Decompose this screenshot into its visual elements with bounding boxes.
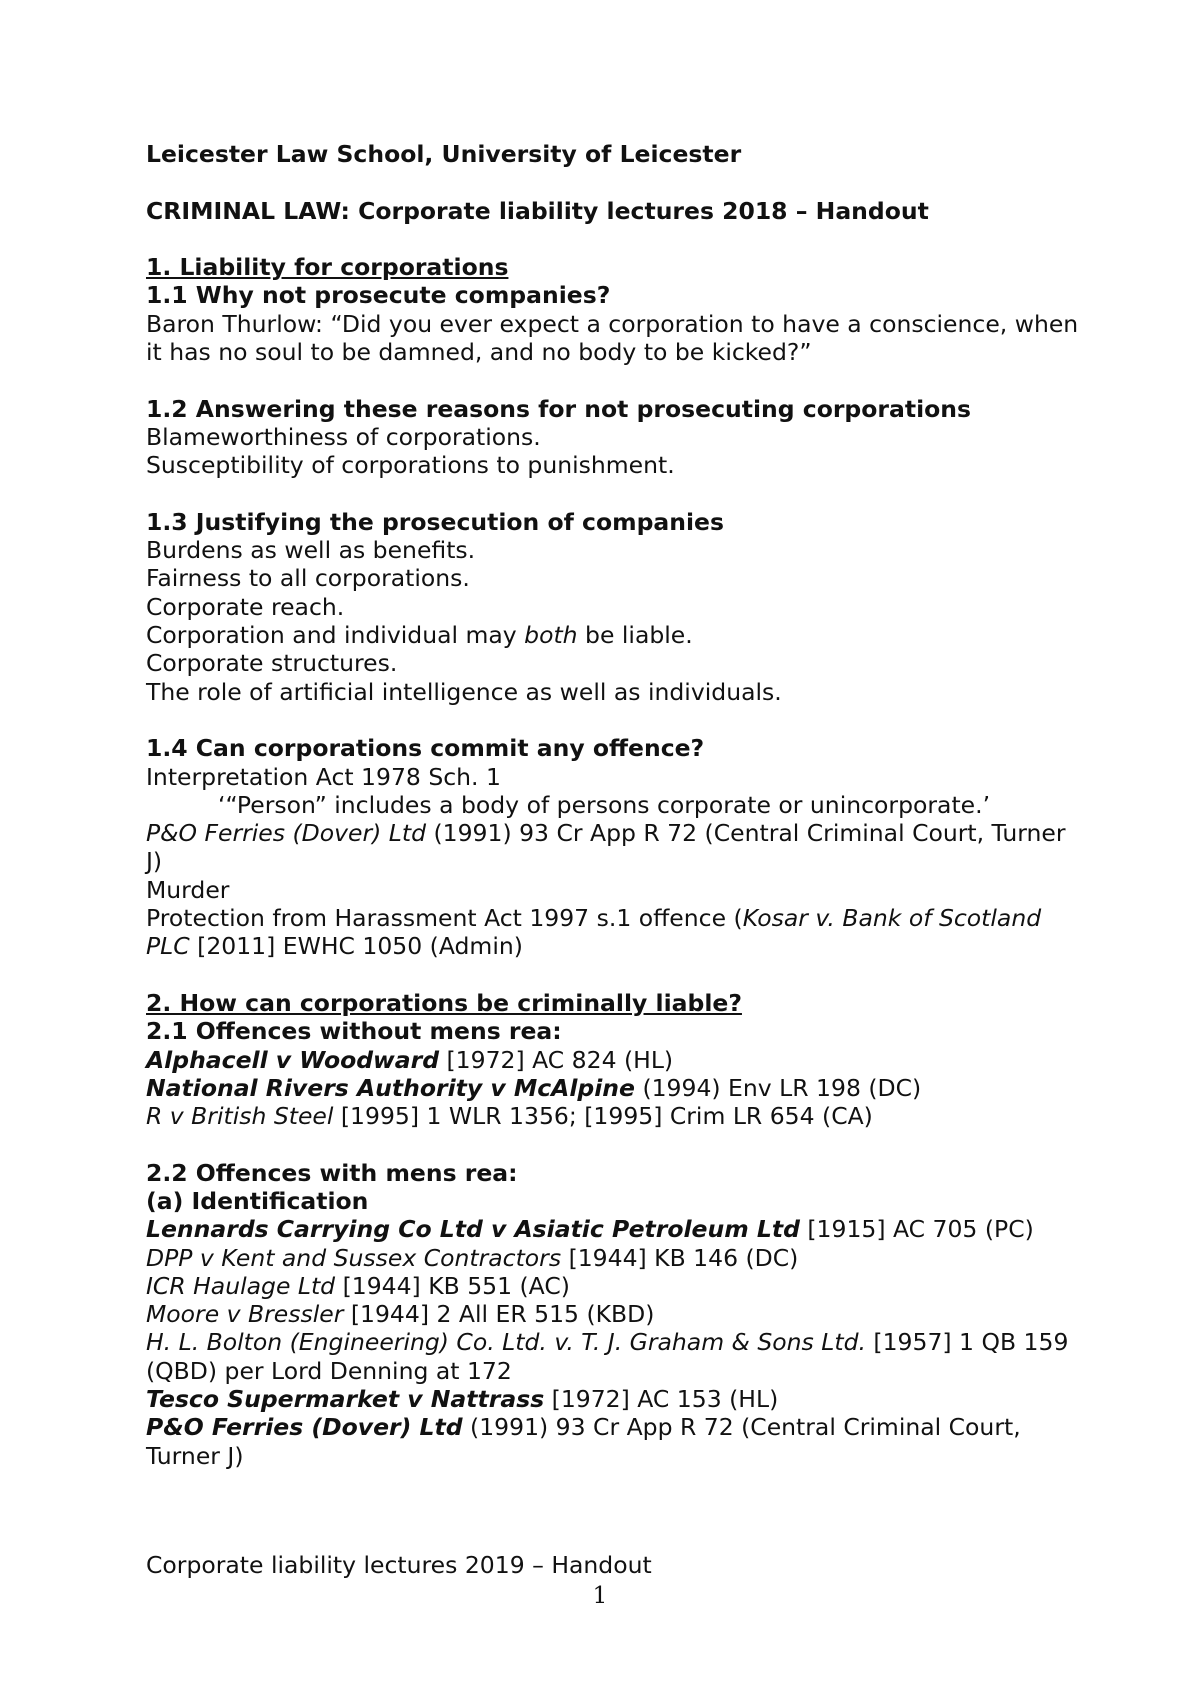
case-citation	[146, 904, 1086, 961]
text-line: Interpretation Act 1978 Sch. 1	[146, 762, 501, 791]
school-heading: Leicester Law School, University of Leicester	[146, 140, 742, 168]
page-footer: Corporate liability lectures 2019 – Handout	[146, 1551, 652, 1579]
identification-subheading: (a) Identification	[146, 1186, 369, 1215]
case-cite: [1944] 2 All ER 515 (KBD)	[343, 1300, 655, 1329]
case-name: R v British Steel	[146, 1102, 334, 1131]
emphasis-both: both	[524, 621, 578, 650]
case-name: DPP v Kent and Sussex Contractors	[146, 1243, 562, 1272]
section-1-1-heading: 1.1 Why not prosecute companies?	[146, 281, 611, 310]
person-definition-quote: ‘“Person” includes a body of persons corporate or unincorporate.’	[218, 790, 991, 819]
page-number: 1	[592, 1583, 608, 1609]
section-1-4-heading: 1.4 Can corporations commit any offence?	[146, 734, 705, 763]
case-citation	[146, 1300, 1086, 1328]
section-2-1-heading: 2.1 Offences without mens rea:	[146, 1017, 562, 1046]
text-line: Murder	[146, 875, 230, 904]
text-line: Fairness to all corporations.	[146, 564, 470, 593]
section-1-3-heading: 1.3 Justifying the prosecution of companies	[146, 507, 724, 536]
section-1-heading: 1. Liability for corporations	[146, 253, 509, 282]
case-name: National Rivers Authority v McAlpine	[146, 1073, 635, 1102]
case-cite: [1944] KB 146 (DC)	[561, 1243, 799, 1272]
section-1-2-heading: 1.2 Answering these reasons for not prosecuting corporations	[146, 394, 971, 423]
text-line: The role of artificial intelligence as well as individuals.	[146, 677, 782, 706]
case-cite: [1995] 1 WLR 1356; [1995] Crim LR 654 (CA)	[333, 1102, 873, 1131]
case-citation	[146, 1413, 1086, 1470]
text-run: Corporation and individual may	[146, 621, 525, 650]
case-citation	[146, 1244, 1086, 1272]
case-cite: [1972] AC 153 (HL)	[544, 1385, 779, 1414]
section-2-2-heading: 2.2 Offences with mens rea:	[146, 1158, 518, 1187]
text-line: Blameworthiness of corporations.	[146, 422, 541, 451]
case-cite: [1972] AC 824 (HL)	[439, 1045, 674, 1074]
case-name: Moore v Bressler	[146, 1300, 344, 1329]
case-cite: [2011] EWHC 1050 (Admin)	[189, 932, 523, 961]
text-line	[146, 621, 1086, 649]
case-name: Kosar v. Bank of Scotland PLC	[146, 904, 1042, 961]
case-name: H. L. Bolton (Engineering) Co. Ltd. v. T. J. Graham & Sons Ltd.	[146, 1328, 866, 1357]
case-citation	[146, 1215, 1086, 1243]
case-citation	[146, 1385, 1086, 1413]
case-cite: (1991) 93 Cr App R 72 (Central Criminal Court, Turner J)	[146, 1413, 1021, 1470]
case-citation	[146, 1272, 1086, 1300]
case-cite: [1944] KB 551 (AC)	[335, 1271, 570, 1300]
case-name: Lennards Carrying Co Ltd v Asiatic Petroleum Ltd	[146, 1215, 800, 1244]
case-cite: [1957] 1 QB 159 (QBD) per Lord Denning at 172	[146, 1328, 1069, 1385]
case-cite: (1994) Env LR 198 (DC)	[634, 1073, 922, 1102]
thurlow-quote: Baron Thurlow: “Did you ever expect a corporation to have a conscience, when it has no soul to be damned, and no body to be kicked?”	[146, 309, 1079, 367]
text-line: Corporate structures.	[146, 649, 398, 678]
text-line: Susceptibility of corporations to punishment.	[146, 451, 675, 480]
text-run: Protection from Harassment Act 1997 s.1 offence (	[146, 904, 743, 933]
case-name: P&O Ferries (Dover) Ltd	[146, 819, 426, 848]
case-name: ICR Haulage Ltd	[146, 1271, 336, 1300]
case-name: Alphacell v Woodward	[146, 1045, 440, 1074]
case-citation	[146, 1074, 1086, 1102]
text-line: Corporate reach.	[146, 592, 345, 621]
case-cite: [1915] AC 705 (PC)	[799, 1215, 1034, 1244]
case-cite: (1991) 93 Cr App R 72 (Central Criminal Court, Turner J)	[146, 819, 1066, 876]
case-citation	[146, 1328, 1086, 1385]
section-2-heading: 2. How can corporations be criminally liable?	[146, 988, 742, 1017]
case-name: Tesco Supermarket v Nattrass	[146, 1385, 545, 1414]
text-line: Burdens as well as benefits.	[146, 536, 476, 565]
case-citation	[146, 1102, 1086, 1130]
case-citation	[146, 819, 1086, 876]
case-citation	[146, 1046, 1086, 1074]
text-run: be liable.	[577, 621, 693, 650]
document-title: CRIMINAL LAW: Corporate liability lectures 2018 – Handout	[146, 196, 929, 225]
case-name: P&O Ferries (Dover) Ltd	[146, 1413, 463, 1442]
document-page	[146, 140, 1086, 1470]
